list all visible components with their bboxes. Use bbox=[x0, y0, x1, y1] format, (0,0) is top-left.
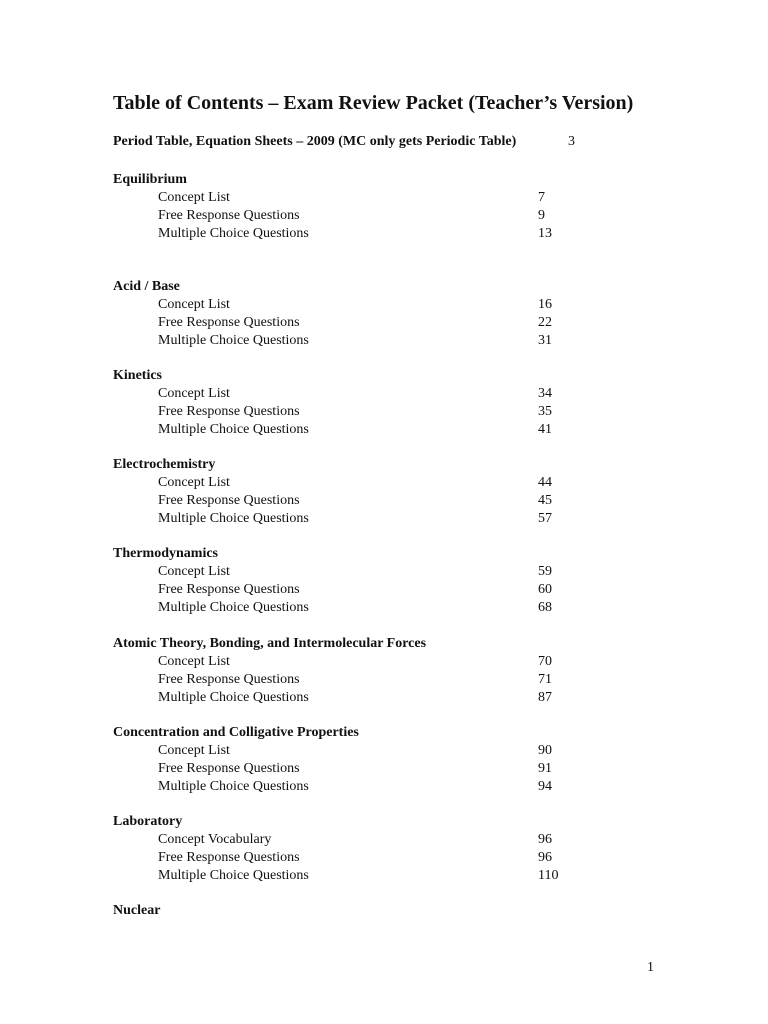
toc-entry bbox=[113, 403, 613, 421]
entry-label: Multiple Choice Questions bbox=[158, 226, 309, 241]
toc-entry bbox=[113, 225, 613, 243]
section-heading: Kinetics bbox=[113, 368, 162, 383]
entry-page: 60 bbox=[538, 582, 552, 597]
entry-label: Free Response Questions bbox=[158, 493, 300, 508]
toc-entry bbox=[113, 760, 613, 778]
toc-section-concentration bbox=[113, 724, 613, 796]
entry-label: Multiple Choice Questions bbox=[158, 600, 309, 615]
entry-page: 57 bbox=[538, 511, 552, 526]
section-heading: Concentration and Colligative Properties bbox=[113, 725, 359, 740]
entry-label: Multiple Choice Questions bbox=[158, 868, 309, 883]
entry-label: Multiple Choice Questions bbox=[158, 690, 309, 705]
entry-page: 31 bbox=[538, 333, 552, 348]
intro-entry-page: 3 bbox=[568, 134, 575, 149]
entry-page: 13 bbox=[538, 226, 552, 241]
section-heading: Acid / Base bbox=[113, 279, 180, 294]
entry-page: 87 bbox=[538, 690, 552, 705]
entry-label: Free Response Questions bbox=[158, 315, 300, 330]
toc-entry bbox=[113, 207, 613, 225]
entry-label: Concept List bbox=[158, 475, 230, 490]
entry-page: 71 bbox=[538, 672, 552, 687]
entry-page: 44 bbox=[538, 475, 552, 490]
page-title: Table of Contents – Exam Review Packet (Teacher’s Version) bbox=[113, 92, 634, 114]
entry-label: Free Response Questions bbox=[158, 582, 300, 597]
entry-page: 9 bbox=[538, 208, 545, 223]
entry-page: 59 bbox=[538, 564, 552, 579]
toc-section-thermodynamics bbox=[113, 545, 613, 617]
toc-section-kinetics bbox=[113, 367, 613, 439]
entry-page: 110 bbox=[538, 868, 559, 883]
section-heading: Atomic Theory, Bonding, and Intermolecular Forces bbox=[113, 636, 427, 651]
entry-page: 68 bbox=[538, 600, 552, 615]
section-heading: Equilibrium bbox=[113, 172, 187, 187]
toc-entry bbox=[113, 581, 613, 599]
entry-page: 35 bbox=[538, 404, 552, 419]
entry-label: Multiple Choice Questions bbox=[158, 779, 309, 794]
entry-label: Multiple Choice Questions bbox=[158, 511, 309, 526]
entry-page: 7 bbox=[538, 190, 545, 205]
toc-entry bbox=[113, 778, 613, 796]
toc-entry bbox=[113, 689, 613, 707]
entry-label: Concept Vocabulary bbox=[158, 832, 272, 847]
intro-entry-label: Period Table, Equation Sheets – 2009 (MC only gets Periodic Table) bbox=[113, 134, 517, 149]
entry-page: 91 bbox=[538, 761, 552, 776]
entry-label: Free Response Questions bbox=[158, 672, 300, 687]
entry-label: Concept List bbox=[158, 386, 230, 401]
entry-label: Free Response Questions bbox=[158, 850, 300, 865]
entry-label: Free Response Questions bbox=[158, 761, 300, 776]
toc-section-electrochemistry bbox=[113, 456, 613, 528]
page-number: 1 bbox=[647, 960, 654, 975]
toc-entry bbox=[113, 385, 613, 403]
entry-page: 45 bbox=[538, 493, 552, 508]
entry-page: 94 bbox=[538, 779, 552, 794]
entry-page: 90 bbox=[538, 743, 552, 758]
toc-section-acid-base bbox=[113, 278, 613, 350]
entry-page: 16 bbox=[538, 297, 552, 312]
toc-entry bbox=[113, 510, 613, 528]
toc-entry bbox=[113, 867, 613, 885]
entry-page: 96 bbox=[538, 850, 552, 865]
toc-entry bbox=[113, 189, 613, 207]
toc-section-equilibrium bbox=[113, 171, 613, 243]
toc-section-atomic-theory bbox=[113, 635, 613, 707]
toc-section-laboratory bbox=[113, 813, 613, 885]
section-heading: Thermodynamics bbox=[113, 546, 218, 561]
entry-page: 41 bbox=[538, 422, 552, 437]
entry-label: Free Response Questions bbox=[158, 404, 300, 419]
toc-entry bbox=[113, 671, 613, 689]
entry-label: Multiple Choice Questions bbox=[158, 333, 309, 348]
entry-page: 96 bbox=[538, 832, 552, 847]
toc-entry bbox=[113, 492, 613, 510]
toc-entry bbox=[113, 332, 613, 350]
toc-entry bbox=[113, 849, 613, 867]
toc-section-nuclear bbox=[113, 902, 613, 920]
toc-entry bbox=[113, 653, 613, 671]
section-heading: Electrochemistry bbox=[113, 457, 216, 472]
entry-label: Free Response Questions bbox=[158, 208, 300, 223]
toc-entry bbox=[113, 599, 613, 617]
section-heading: Laboratory bbox=[113, 814, 183, 829]
entry-label: Multiple Choice Questions bbox=[158, 422, 309, 437]
entry-page: 70 bbox=[538, 654, 552, 669]
toc-entry bbox=[113, 421, 613, 439]
toc-entry bbox=[113, 563, 613, 581]
section-heading: Nuclear bbox=[113, 903, 161, 918]
toc-entry bbox=[113, 314, 613, 332]
toc-entry bbox=[113, 296, 613, 314]
entry-label: Concept List bbox=[158, 654, 230, 669]
entry-label: Concept List bbox=[158, 743, 230, 758]
entry-page: 22 bbox=[538, 315, 552, 330]
entry-label: Concept List bbox=[158, 190, 230, 205]
entry-label: Concept List bbox=[158, 297, 230, 312]
toc-entry bbox=[113, 474, 613, 492]
entry-page: 34 bbox=[538, 386, 552, 401]
toc-entry bbox=[113, 742, 613, 760]
entry-label: Concept List bbox=[158, 564, 230, 579]
toc-entry bbox=[113, 831, 613, 849]
